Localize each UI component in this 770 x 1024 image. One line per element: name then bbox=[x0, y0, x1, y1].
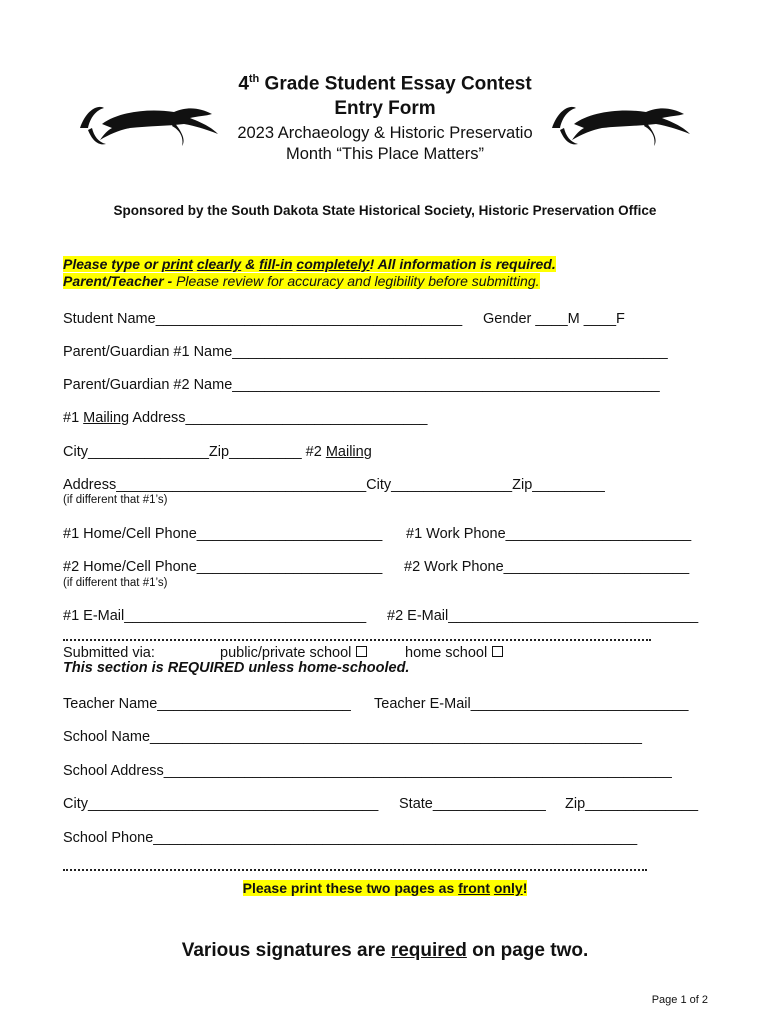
city-zip-field[interactable]: City_______________Zip_________ #2 Mailing bbox=[63, 444, 372, 460]
subtitle-line2: Month “This Place Matters” bbox=[285, 145, 485, 163]
guardian2-name-field[interactable]: Parent/Guardian #2 Name_____________________________________________________ bbox=[63, 377, 660, 393]
if-different-note: (if different that #1’s) bbox=[63, 494, 168, 506]
instructions-line1 bbox=[63, 256, 556, 272]
option-school[interactable]: public/private school bbox=[220, 645, 367, 661]
signatures-note: Various signatures are required on page two. bbox=[181, 940, 589, 961]
school-checkbox[interactable] bbox=[356, 646, 367, 657]
school-name-field[interactable]: School Name_____________________________________________________________ bbox=[63, 729, 642, 745]
submitted-via-label: Submitted via: bbox=[63, 645, 155, 661]
student-name-field[interactable]: Student Name______________________________________ bbox=[63, 311, 463, 327]
option-home-school[interactable]: home school bbox=[405, 645, 503, 661]
home-phone2-field[interactable]: #2 Home/Cell Phone_______________________ bbox=[63, 559, 383, 575]
home-phone1-field[interactable]: #1 Home/Cell Phone_______________________ bbox=[63, 526, 383, 542]
guardian1-name-field[interactable]: Parent/Guardian #1 Name______________________________________________________ bbox=[63, 344, 668, 360]
school-city-field[interactable]: City____________________________________ bbox=[63, 796, 379, 812]
school-address-field[interactable]: School Address_______________________________________________________________ bbox=[63, 763, 672, 779]
instructions-highlight: Please type or print clearly & fill-in completely! All information is required. bbox=[63, 256, 556, 272]
gender-field[interactable]: Gender ____M ____F bbox=[483, 311, 625, 327]
mailing-address2-field[interactable]: Address_______________________________City_______________Zip_________ bbox=[63, 477, 605, 493]
subtitle-line1: 2023 Archaeology & Historic Preservatio bbox=[237, 124, 533, 142]
dotted-divider bbox=[63, 639, 651, 641]
school-state-field[interactable]: State______________ bbox=[399, 796, 546, 812]
work-phone2-field[interactable]: #2 Work Phone_______________________ bbox=[404, 559, 690, 575]
email1-field[interactable]: #1 E-Mail______________________________ bbox=[63, 608, 367, 624]
print-note: Please print these two pages as front only! bbox=[242, 880, 528, 896]
dotted-divider-2 bbox=[63, 869, 647, 871]
instructions-line2: Parent/Teacher - Please review for accuracy and legibility before submitting. bbox=[63, 273, 540, 289]
page-number: Page 1 of 2 bbox=[651, 994, 708, 1006]
school-phone-field[interactable]: School Phone____________________________________________________________ bbox=[63, 830, 638, 846]
mailing-address1-field[interactable]: #1 Mailing Address______________________________ bbox=[63, 410, 428, 426]
required-note: This section is REQUIRED unless home-schooled. bbox=[63, 660, 410, 676]
page-title-line2: Entry Form bbox=[334, 98, 436, 119]
if-different-note-2: (if different that #1’s) bbox=[63, 577, 168, 589]
teacher-name-field[interactable]: Teacher Name________________________ bbox=[63, 696, 351, 712]
school-zip-field[interactable]: Zip______________ bbox=[565, 796, 699, 812]
sponsor-line: Sponsored by the South Dakota State Historical Society, Historic Preservation Office bbox=[113, 203, 657, 218]
email2-field[interactable]: #2 E-Mail_______________________________ bbox=[387, 608, 699, 624]
home-school-checkbox[interactable] bbox=[492, 646, 503, 657]
page-title: 4th Grade Student Essay Contest bbox=[238, 73, 532, 95]
work-phone1-field[interactable]: #1 Work Phone_______________________ bbox=[406, 526, 692, 542]
teacher-email-field[interactable]: Teacher E-Mail___________________________ bbox=[374, 696, 689, 712]
